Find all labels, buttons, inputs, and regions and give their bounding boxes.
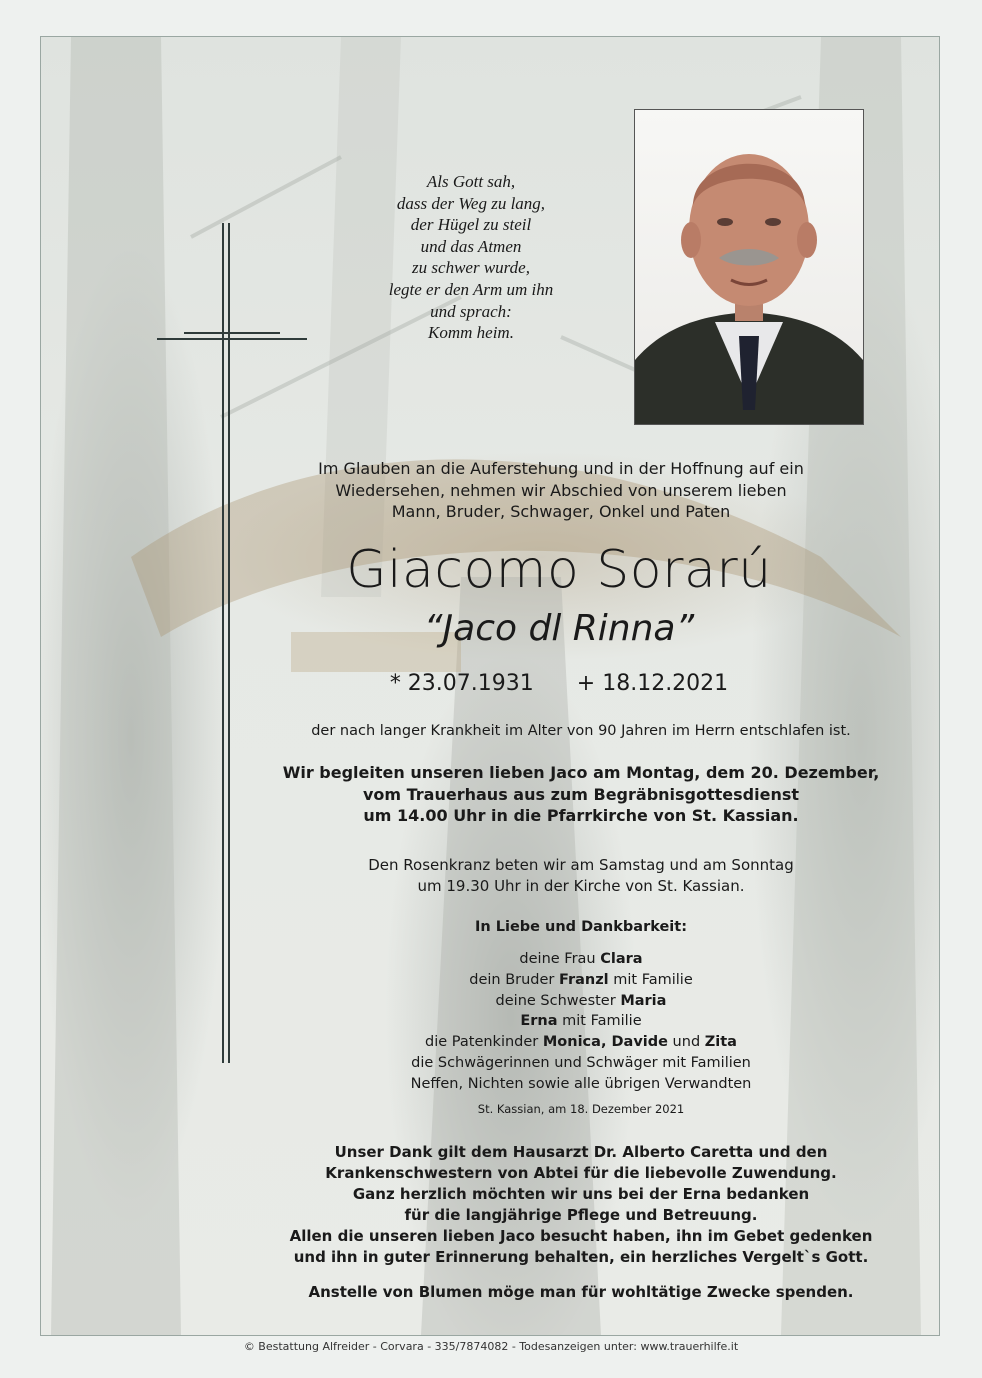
mourner-row: deine Schwester Maria <box>495 992 667 1009</box>
mourner-row: Neffen, Nichten sowie alle übrigen Verwandten <box>410 1075 752 1092</box>
poem-line: Komm heim. <box>428 323 514 343</box>
death-date: + 18.12.2021 <box>576 671 729 696</box>
funeral-info <box>281 762 881 827</box>
mourner-row: die Schwägerinnen und Schwäger mit Familien <box>411 1054 751 1071</box>
mourner-row: Erna mit Familie <box>520 1013 642 1030</box>
intro-line: Mann, Bruder, Schwager, Onkel und Paten <box>391 502 731 521</box>
poem-line: der Hügel zu steil <box>410 215 532 235</box>
birth-date: * 23.07.1931 <box>389 671 534 696</box>
rosary-line: Den Rosenkranz beten wir am Samstag und am Sonntag <box>368 856 794 874</box>
funeral-line: Wir begleiten unseren lieben Jaco am Montag, dem 20. Dezember, <box>282 763 880 782</box>
obituary-card <box>40 36 940 1336</box>
poem-line: und sprach: <box>430 301 512 321</box>
poem-line: dass der Weg zu lang, <box>396 193 546 213</box>
rosary-line: um 19.30 Uhr in der Kirche von St. Kassian. <box>417 877 745 895</box>
poem <box>321 171 621 344</box>
poem-line: Als Gott sah, <box>426 172 516 191</box>
mourners-list <box>281 949 881 1095</box>
rosary-info <box>281 855 881 897</box>
mourner-row: die Patenkinder Monica, Davide und Zita <box>425 1034 737 1051</box>
deceased-nickname: “Jaco dl Rinna” <box>423 608 695 649</box>
poem-line: und das Atmen <box>420 236 522 256</box>
poem-line: zu schwer wurde, <box>412 258 530 278</box>
mourner-row: deine Frau Clara <box>519 951 643 967</box>
thanks-line: Allen die unseren lieben Jaco besucht haben, ihn im Gebet gedenken <box>289 1227 873 1245</box>
mourners-heading: In Liebe und Dankbarkeit: <box>474 919 688 935</box>
life-dates <box>279 670 839 698</box>
intro-text <box>281 458 841 523</box>
thanks-line: und ihn in guter Erinnerung behalten, ein herzliches Vergelt`s Gott. <box>293 1248 869 1266</box>
intro-line: Im Glauben an die Auferstehung und in der Hoffnung auf ein <box>318 459 804 478</box>
deceased-name: Giacomo Sorarú <box>346 540 772 600</box>
funeral-line: um 14.00 Uhr in die Pfarrkirche von St. Kassian. <box>363 806 799 825</box>
flowers-note: Anstelle von Blumen möge man für wohltätige Zwecke spenden. <box>308 1283 854 1301</box>
place-date: St. Kassian, am 18. Dezember 2021 <box>477 1102 685 1116</box>
intro-line: Wiedersehen, nehmen wir Abschied von unserem lieben <box>335 480 787 500</box>
portrait-photo <box>634 109 864 425</box>
death-note: der nach langer Krankheit im Alter von 90 Jahren im Herrn entschlafen ist. <box>311 723 851 739</box>
footer-credit: © Bestattung Alfreider - Corvara - 335/7874082 - Todesanzeigen unter: www.trauerhilfe.it <box>243 1340 739 1353</box>
funeral-line: vom Trauerhaus aus zum Begräbnisgottesdienst <box>362 784 800 804</box>
thanks-line: für die langjährige Pflege und Betreuung. <box>404 1206 758 1224</box>
thanks-line: Ganz herzlich möchten wir uns bei der Erna bedanken <box>352 1185 810 1203</box>
mourner-row: dein Bruder Franzl mit Familie <box>469 971 693 988</box>
thanks-line: Krankenschwestern von Abtei für die liebevolle Zuwendung. <box>325 1164 837 1182</box>
thanks-text <box>281 1142 881 1268</box>
thanks-line: Unser Dank gilt dem Hausarzt Dr. Alberto Caretta und den <box>334 1143 828 1161</box>
poem-line: legte er den Arm um ihn <box>388 279 554 299</box>
